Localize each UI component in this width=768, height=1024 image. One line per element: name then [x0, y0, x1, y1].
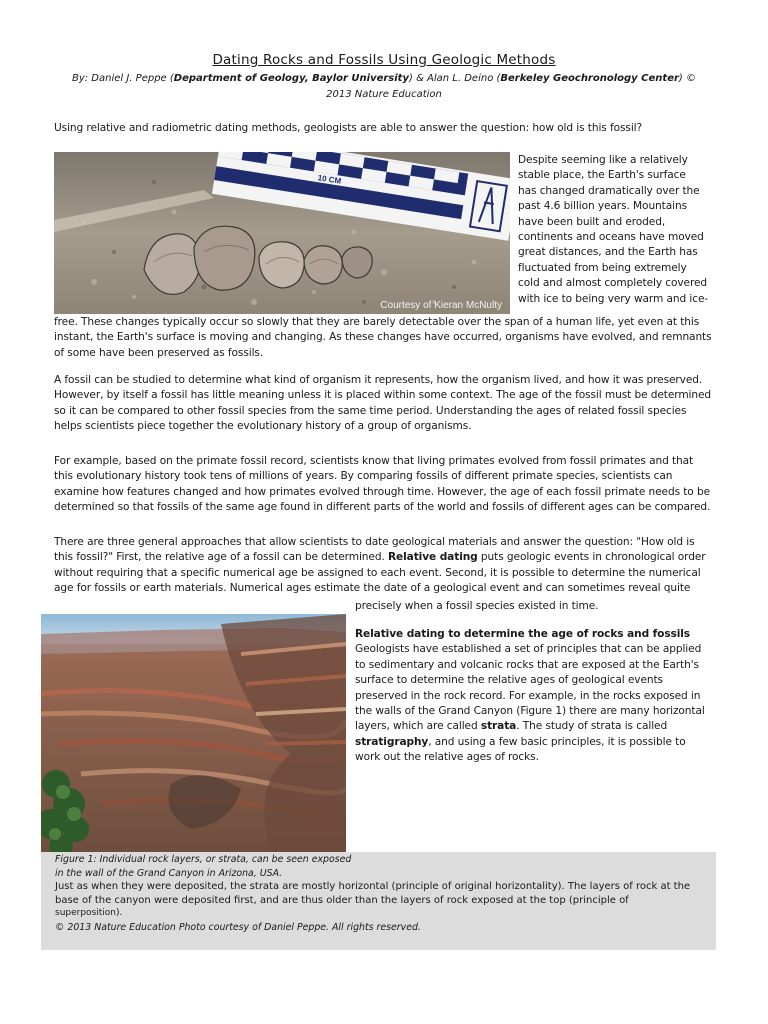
fossil-photo [54, 152, 510, 314]
approaches-text-b: puts geologic events in chronological order without requiring that a specific numerical age be assigned to each event. Second, it is possible to determine the numerical age for fossils or earth materials. Numerical ages estimate the date of a geological event and can sometimes reveal quite [54, 551, 706, 595]
byline-mid: ) & Alan L. Deino ( [408, 73, 501, 84]
approaches-text-a: There are three general approaches that allow scientists to date geological materials and answer the question: "How old is this fossil?" First, the relative age of a fossil can be determined. [54, 536, 695, 564]
photo-credit: Courtesy of Kieran McNulty [380, 300, 502, 311]
byline-suffix: ) © 2013 Nature Education [326, 73, 697, 100]
wrap-line: past 4.6 billion years. Mountains [518, 200, 687, 213]
wrap-line: continents and oceans have moved [518, 231, 704, 244]
wrap-line: great distances, and the Earth has [518, 246, 698, 259]
paragraph-approaches [54, 535, 714, 597]
continued-paragraph: free. These changes typically occur so slowly that they are barely detectable over the span of a human life, yet even at this instant, the Earth's surface is moving and changing. As these changes have occurred, organisms have evolved, and remnants of some have been preserved as fossils. [54, 316, 712, 359]
grand-canyon-photo [41, 614, 346, 852]
section-relative-dating [355, 627, 710, 766]
wrap-line: fluctuated from being extremely [518, 261, 687, 274]
wrap-text-column [518, 153, 718, 307]
wrap-line: with ice to being very warm and ice- [518, 292, 709, 305]
paragraph-fossil-context: A fossil can be studied to determine what kind of organism it represents, how the organism lived, and how it was preserved. However, by itself a fossil has little meaning unless it is placed within some context. The age of the fossil must be determined so it can be compared to other fossil species from the same time period. Understanding the ages of related fossil species helps scientists piece together the evolutionary history of a group of organisms. [54, 374, 712, 433]
intro-paragraph: Using relative and radiometric dating methods, geologists are able to answer the question: how old is this fossil? [54, 122, 643, 134]
section-body [355, 642, 710, 765]
approaches-last-line: precisely when a fossil species existed in time. [355, 600, 599, 612]
fossil-photo-art [54, 152, 510, 314]
section-text-b: . The study of strata is called [516, 720, 668, 733]
term-relative-dating: Relative dating [388, 551, 478, 564]
term-strata: strata [480, 720, 517, 733]
affiliation-berkeley: Berkeley Geochronology Center [500, 73, 679, 84]
wrap-line: Despite seeming like a relatively [518, 154, 688, 166]
caption-credit: © 2013 Nature Education Photo courtesy of Daniel Peppe. All rights reserved. [55, 921, 421, 933]
section-text-c: , and using a few basic principles, it is possible to work out the relative ages of rocks. [355, 735, 686, 764]
wrap-line: cold and almost completely covered [518, 277, 708, 290]
section-heading: Relative dating to determine the age of rocks and fossils [355, 628, 691, 640]
page-title: Dating Rocks and Fossils Using Geologic Methods [212, 52, 556, 68]
wrap-line: stable place, the Earth's surface [518, 169, 686, 182]
caption-line-1: Figure 1: Individual rock layers, or strata, can be seen exposed [55, 854, 352, 865]
section-text-a: Geologists have established a set of principles that can be applied to sedimentary and volcanic rocks that are exposed at the Earth's surface to determine the relative ages of geological events preserved in the rock record. For example, in the rocks exposed in the walls of the Grand Canyon (Figure 1) there are many horizontal layers, which are called [355, 643, 705, 733]
caption-body: Just as when they were deposited, the strata are mostly horizontal (principle of original horizontality). The layers of rock at the base of the canyon were deposited first, and are thus older than the layers of rock exposed at the top (principle of [55, 881, 691, 906]
grand-canyon-art [41, 614, 346, 852]
affiliation-baylor: Department of Geology, Baylor University [173, 73, 409, 84]
wrap-line: has changed dramatically over the [518, 184, 700, 197]
paragraph-primates: For example, based on the primate fossil record, scientists know that living primates evolved from fossil primates and that this evolutionary history took tens of millions of years. By comparing fossils of different primate species, scientists can examine how features changed and how primates evolved through time. However, the age of each fossil primate needs to be determined so that fossils of the same age found in different parts of the world and fossils of different ages can be compared. [54, 455, 711, 514]
caption-tail: superposition). [55, 908, 123, 918]
wrap-line: have been built and eroded, [518, 215, 666, 228]
caption-line-2: in the wall of the Grand Canyon in Arizona, USA. [55, 867, 283, 879]
figure-caption [41, 852, 716, 950]
scale-label: 10 CM [317, 173, 342, 186]
byline [60, 71, 708, 103]
term-stratigraphy: stratigraphy [355, 735, 429, 748]
byline-prefix: By: Daniel J. Peppe ( [71, 73, 174, 84]
